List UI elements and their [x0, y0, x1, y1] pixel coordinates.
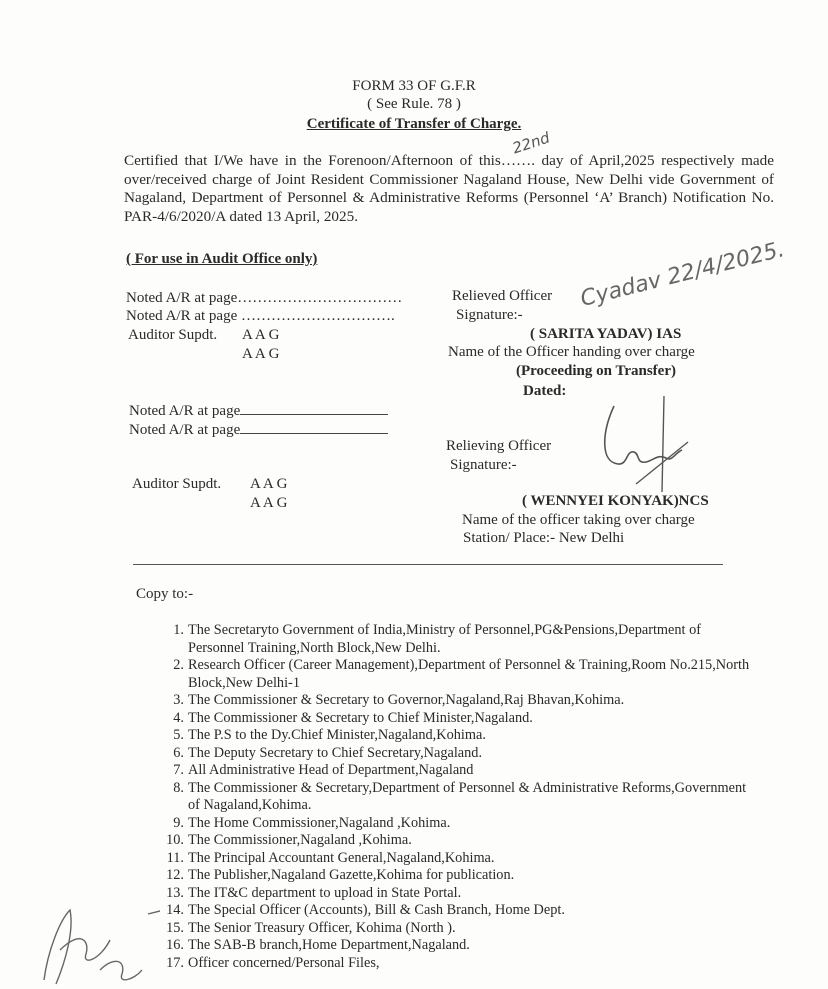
list-item: 4. The Commissioner & Secretary to Chief Minister,Nagaland.	[173, 709, 533, 726]
certificate-paragraph: Certified that I/We have in the Forenoon/Afternoon of this……. day of April,2025 respectively made over/received charge of Joint Resident Commissioner Nagaland House, New Delhi vide Government of Nagaland, Department of Personnel & Administrative Reforms (Personnel ‘A’ Branch) Notification No. PAR-4/6/2020/A dated 13 April, 2025.	[124, 152, 774, 225]
list-item: 15. The Senior Treasury Officer, Kohima (North ).	[166, 919, 456, 936]
list-item: 17. Officer concerned/Personal Files,	[166, 954, 380, 971]
list-item: 3. The Commissioner & Secretary to Governor,Nagaland,Raj Bhavan,Kohima.	[173, 692, 625, 708]
copy-to-heading: Copy to:-	[136, 586, 194, 602]
list-item: 1. The Secretaryto Government of India,Ministry of Personnel,PG&Pensions,Department of Personnel Training,North Block,New Delhi.	[173, 622, 701, 656]
list-item: 13. The IT&C department to upload in State Portal.	[166, 884, 462, 901]
copy-to-list	[160, 622, 760, 972]
list-item: 6. The Deputy Secretary to Chief Secretary,Nagaland.	[173, 744, 483, 761]
aag-4: A A G	[250, 495, 288, 511]
relieved-dated: Dated:	[523, 383, 567, 399]
noted-ar-2: Noted A/R at page ………………………….	[126, 308, 395, 324]
relieving-station: Station/ Place:- New Delhi	[463, 530, 625, 546]
aag-1: A A G	[242, 327, 280, 343]
list-item: 10. The Commissioner,Nagaland ,Kohima.	[166, 832, 412, 848]
audit-heading: ( For use in Audit Office only)	[126, 251, 318, 267]
relieved-officer-label: Relieved Officer	[452, 288, 553, 304]
list-item: 11. The Principal Accountant General,Nagaland,Kohima.	[166, 849, 495, 866]
list-item: 9. The Home Commissioner,Nagaland ,Kohima.	[173, 814, 451, 831]
margin-initials-mark	[30, 900, 160, 989]
relieved-officer-status: (Proceeding on Transfer)	[516, 363, 676, 379]
list-item: 14. The Special Officer (Accounts), Bill & Cash Branch, Home Dept.	[166, 902, 565, 918]
form-number: FORM 33 OF G.F.R	[352, 78, 476, 94]
list-item: 16. The SAB-B branch,Home Department,Nagaland.	[166, 937, 470, 953]
list-item: 2. Research Officer (Career Management),Department of Personnel & Training,Room No.215,North Block,New Delhi-1	[173, 657, 750, 691]
relieving-officer-name: ( WENNYEI KONYAK)NCS	[522, 493, 709, 509]
noted-ar-1: Noted A/R at page……………………………	[126, 290, 403, 306]
document-title: Certificate of Transfer of Charge.	[306, 116, 522, 132]
relieved-signature: Cyadav 22/4/2025.	[578, 237, 788, 312]
relieving-officer-label: Relieving Officer	[446, 438, 552, 454]
list-item: 5. The P.S to the Dy.Chief Minister,Nagaland,Kohima.	[173, 727, 486, 743]
list-item: 8. The Commissioner & Secretary,Department of Personnel & Administrative Reforms,Government of Nagaland,Kohima.	[173, 779, 747, 813]
relieved-officer-name: ( SARITA YADAV) IAS	[530, 326, 682, 342]
rule-reference: ( See Rule. 78 )	[367, 96, 461, 112]
list-item: 7. All Administrative Head of Department,Nagaland	[173, 762, 474, 778]
relieving-signature-mark	[596, 392, 696, 502]
relieved-signature-label: Signature:-	[456, 307, 523, 323]
noted-ar-3: Noted A/R at page	[129, 402, 388, 420]
aag-3: A A G	[250, 476, 288, 492]
handwritten-day: 22nd	[510, 128, 552, 158]
relieving-signature-label: Signature:-	[450, 457, 517, 473]
auditor-supdt-1: Auditor Supdt.	[128, 327, 218, 343]
list-item: 12. The Publisher,Nagaland Gazette,Kohima for publication.	[166, 867, 515, 883]
relieved-officer-role: Name of the Officer handing over charge	[448, 344, 695, 360]
noted-ar-4: Noted A/R at page	[129, 421, 388, 439]
aag-2: A A G	[242, 346, 280, 362]
section-divider	[133, 564, 723, 565]
auditor-supdt-2: Auditor Supdt.	[132, 476, 222, 492]
relieving-officer-role: Name of the officer taking over charge	[462, 512, 695, 528]
